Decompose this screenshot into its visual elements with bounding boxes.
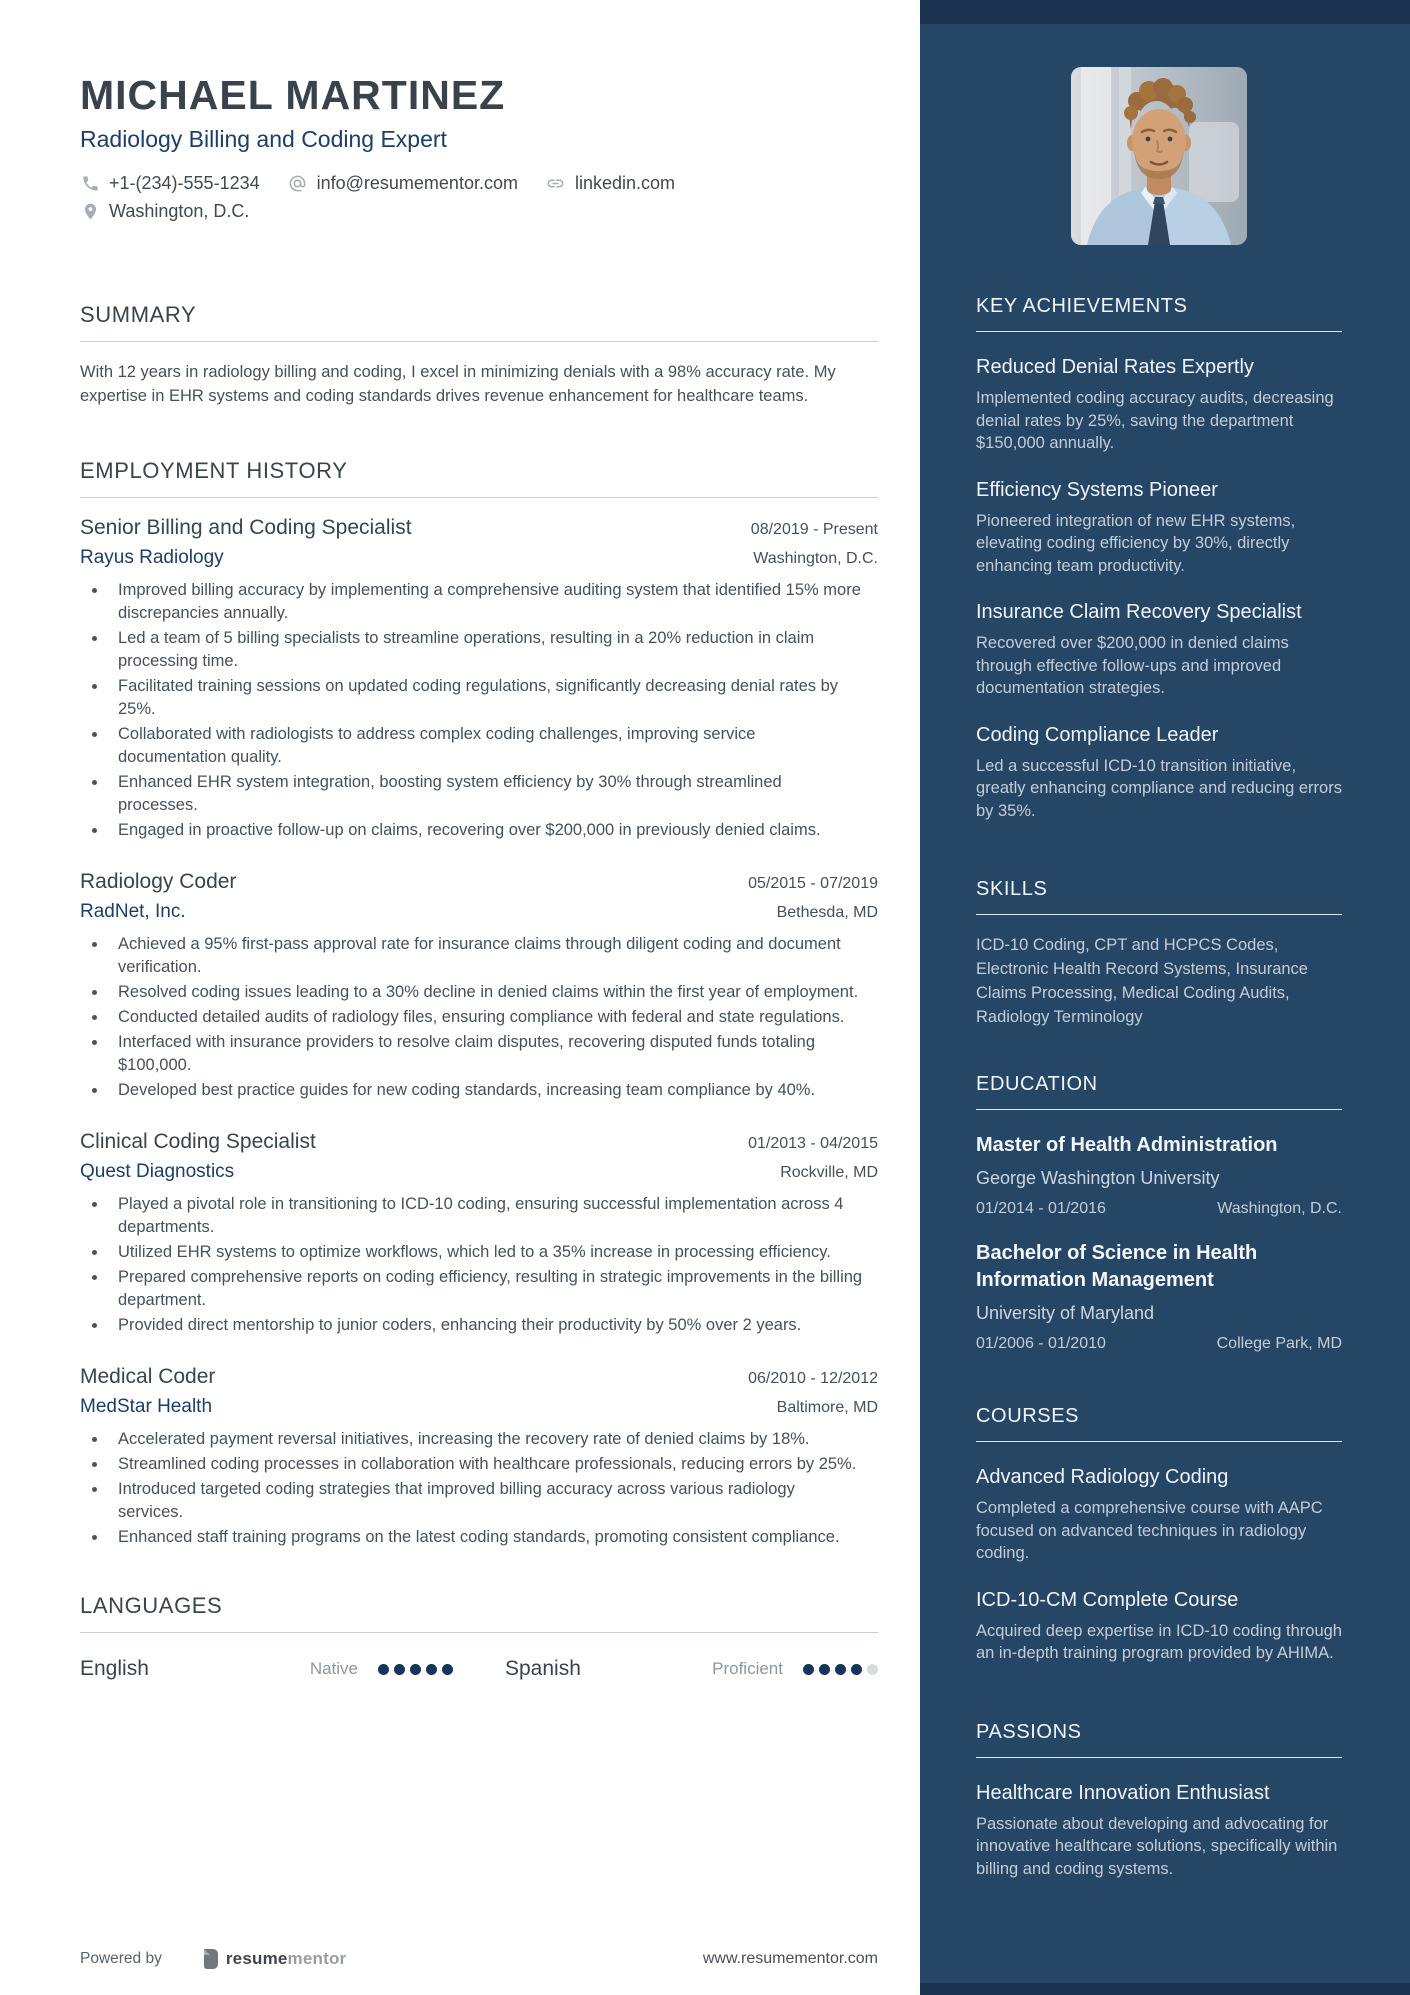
languages-list xyxy=(80,1657,878,1681)
job-dates: 01/2013 - 04/2015 xyxy=(748,1135,878,1153)
job-company: RadNet, Inc. xyxy=(80,901,186,923)
job-subheader-row xyxy=(80,1161,878,1183)
language-level-group xyxy=(712,1659,878,1679)
proficiency-dot xyxy=(394,1664,405,1675)
powered-by-label: Powered by xyxy=(80,1950,162,1967)
education-dates: 01/2006 - 01/2010 xyxy=(976,1335,1106,1352)
achievement-item xyxy=(976,354,1342,455)
passions-list xyxy=(976,1780,1342,1881)
footer xyxy=(80,1949,878,1969)
job-bullet-item: Utilized EHR systems to optimize workflows, which led to a 35% increase in processing efficiency. xyxy=(80,1241,863,1264)
languages-heading: LANGUAGES xyxy=(80,1593,878,1633)
profile-photo-illustration xyxy=(1071,67,1247,245)
jobs-list xyxy=(80,516,878,1549)
course-text: Acquired deep expertise in ICD-10 coding through an in-depth training program provided by AHIMA. xyxy=(976,1621,1342,1662)
headline: Radiology Billing and Coding Expert xyxy=(80,126,447,153)
course-title: ICD-10-CM Complete Course xyxy=(976,1588,1239,1611)
job-bullet-item: Led a team of 5 billing specialists to streamline operations, resulting in a 20% reduction in claim processing time. xyxy=(80,627,863,673)
job-bullet-item: Streamlined coding processes in collaboration with healthcare professionals, reducing errors by 25%. xyxy=(80,1453,863,1476)
language-name: Spanish xyxy=(505,1657,581,1681)
job-dates: 05/2015 - 07/2019 xyxy=(748,875,878,893)
school: George Washington University xyxy=(976,1168,1220,1188)
achievement-title: Insurance Claim Recovery Specialist xyxy=(976,601,1302,623)
achievement-item xyxy=(976,477,1342,578)
passions-heading: PASSIONS xyxy=(976,1721,1342,1758)
skills-heading: SKILLS xyxy=(976,878,1342,915)
courses-list xyxy=(976,1464,1342,1665)
job-header-row xyxy=(80,1365,878,1389)
language-item xyxy=(80,1657,453,1681)
job-bullet-item: Enhanced staff training programs on the latest coding standards, promoting consistent compliance. xyxy=(80,1526,863,1549)
degree: Bachelor of Science in Health Information Management xyxy=(976,1242,1258,1291)
job-bullet-item: Provided direct mentorship to junior coders, enhancing their productivity by 50% over 2 years. xyxy=(80,1314,863,1337)
job-bullet-item: Collaborated with radiologists to address complex coding challenges, improving service documentation quality. xyxy=(80,723,863,769)
education-meta-row xyxy=(976,1200,1342,1218)
course-title: Advanced Radiology Coding xyxy=(976,1466,1229,1488)
proficiency-dot xyxy=(378,1664,389,1675)
proficiency-dot xyxy=(819,1664,830,1675)
job-bullets xyxy=(80,1428,878,1549)
proficiency-dot xyxy=(803,1664,814,1675)
language-level: Native xyxy=(309,1659,358,1679)
courses-heading: COURSES xyxy=(976,1405,1342,1442)
degree: Master of Health Administration xyxy=(976,1134,1278,1156)
email-item[interactable] xyxy=(288,173,518,194)
key-achievements-heading: KEY ACHIEVEMENTS xyxy=(976,295,1342,332)
skills-section xyxy=(976,878,1342,1029)
job-bullets xyxy=(80,579,878,842)
job-bullet-item: Interfaced with insurance providers to resolve claim disputes, recovering disputed funds totaling $100,000. xyxy=(80,1031,863,1077)
achievement-text: Led a successful ICD-10 transition initiative, greatly enhancing compliance and reducing errors by 35%. xyxy=(976,756,1342,820)
proficiency-dot xyxy=(867,1664,878,1675)
language-name: English xyxy=(80,1657,149,1681)
job-entry xyxy=(80,1365,878,1549)
education-entry xyxy=(976,1132,1342,1218)
profile-photo xyxy=(1071,67,1247,245)
achievement-title: Coding Compliance Leader xyxy=(976,723,1219,746)
job-bullets xyxy=(80,1193,878,1337)
website: linkedin.com xyxy=(574,173,676,194)
phone-item xyxy=(80,173,260,194)
education-dates: 01/2014 - 01/2016 xyxy=(976,1200,1106,1217)
job-title: Radiology Coder xyxy=(80,870,237,894)
brand-name-light: mentor xyxy=(287,1949,347,1968)
key-achievements-section xyxy=(976,295,1342,822)
education-heading: EDUCATION xyxy=(976,1073,1342,1110)
job-dates: 06/2010 - 12/2012 xyxy=(748,1370,878,1388)
job-subheader-row xyxy=(80,901,878,923)
summary-section xyxy=(80,302,878,408)
achievement-text: Recovered over $200,000 in denied claims through effective follow-ups and improved documentation strategies. xyxy=(976,634,1289,697)
contact-row-1 xyxy=(80,173,878,194)
achievement-item xyxy=(976,722,1342,823)
header xyxy=(80,74,878,222)
language-level: Proficient xyxy=(712,1659,783,1679)
job-dates: 08/2019 - Present xyxy=(750,521,878,539)
job-bullet-item: Achieved a 95% first-pass approval rate for insurance claims through diligent coding and document verification. xyxy=(80,933,863,979)
passion-title: Healthcare Innovation Enthusiast xyxy=(976,1781,1270,1804)
achievement-title: Reduced Denial Rates Expertly xyxy=(976,356,1254,378)
school: University of Maryland xyxy=(976,1303,1155,1323)
job-company: Rayus Radiology xyxy=(80,547,224,569)
language-proficiency-dots xyxy=(803,1664,878,1675)
job-bullet-item: Improved billing accuracy by implementing a comprehensive auditing system that identified 15% more discrepancies annually. xyxy=(80,579,863,625)
job-company: MedStar Health xyxy=(80,1396,213,1418)
phone: +1-(234)-555-1234 xyxy=(109,173,260,194)
summary-heading: SUMMARY xyxy=(80,302,878,342)
job-bullet-item: Prepared comprehensive reports on coding efficiency, resulting in strategic improvements in the billing department. xyxy=(80,1266,863,1312)
passion-item xyxy=(976,1780,1342,1881)
job-entry xyxy=(80,870,878,1102)
job-title: Senior Billing and Coding Specialist xyxy=(80,516,412,540)
course-item xyxy=(976,1464,1342,1565)
passion-text: Passionate about developing and advocating for innovative healthcare solutions, specifically within billing and coding systems. xyxy=(976,1814,1338,1878)
language-proficiency-dots xyxy=(378,1664,453,1675)
phone-icon xyxy=(80,174,100,194)
language-item xyxy=(505,1657,878,1681)
education-list xyxy=(976,1132,1342,1353)
job-bullet-item: Introduced targeted coding strategies that improved billing accuracy across various radiology services. xyxy=(80,1478,863,1524)
job-company: Quest Diagnostics xyxy=(80,1161,235,1183)
languages-section xyxy=(80,1593,878,1681)
job-bullet-item: Facilitated training sessions on updated coding regulations, significantly decreasing denial rates by 25%. xyxy=(80,675,863,721)
job-bullets xyxy=(80,933,878,1102)
proficiency-dot xyxy=(851,1664,862,1675)
website-link[interactable]: www.resumementor.com xyxy=(702,1950,878,1967)
job-header-row xyxy=(80,1130,878,1154)
job-header-row xyxy=(80,870,878,894)
website-item[interactable] xyxy=(546,173,675,194)
job-location: Rockville, MD xyxy=(780,1164,878,1182)
location-pin-icon xyxy=(80,202,100,222)
education-location: College Park, MD xyxy=(1216,1335,1342,1352)
education-entry xyxy=(976,1240,1342,1353)
job-entry xyxy=(80,516,878,842)
sidebar xyxy=(920,0,1410,1995)
courses-section xyxy=(976,1405,1342,1665)
achievement-text: Implemented coding accuracy audits, decreasing denial rates by 25%, saving the department $150,000 annually. xyxy=(976,389,1334,452)
name: MICHAEL MARTINEZ xyxy=(80,72,506,118)
education-section xyxy=(976,1073,1342,1353)
location-item xyxy=(80,201,249,222)
job-bullet-item: Accelerated payment reversal initiatives, increasing the recovery rate of denied claims by 18%. xyxy=(80,1428,863,1451)
job-location: Washington, D.C. xyxy=(753,550,878,568)
course-item xyxy=(976,1587,1342,1665)
proficiency-dot xyxy=(410,1664,421,1675)
contact-row-2 xyxy=(80,201,878,222)
job-bullet-item: Engaged in proactive follow-up on claims, recovering over $200,000 in previously denied claims. xyxy=(80,819,863,842)
link-icon xyxy=(546,174,566,194)
job-location: Bethesda, MD xyxy=(776,904,878,922)
job-bullet-item: Developed best practice guides for new coding standards, increasing team compliance by 40%. xyxy=(80,1079,863,1102)
language-level-group xyxy=(310,1659,453,1679)
education-meta-row xyxy=(976,1335,1342,1353)
job-location: Baltimore, MD xyxy=(776,1399,878,1417)
achievement-text: Pioneered integration of new EHR systems, elevating coding efficiency by 30%, directly enhancing team productivity. xyxy=(976,511,1296,575)
achievements-list xyxy=(976,354,1342,822)
email-at-icon xyxy=(288,174,308,194)
education-location: Washington, D.C. xyxy=(1217,1200,1342,1217)
job-subheader-row xyxy=(80,1396,878,1418)
proficiency-dot xyxy=(835,1664,846,1675)
brand-logo-icon xyxy=(202,1949,218,1969)
location: Washington, D.C. xyxy=(109,201,250,222)
passions-section xyxy=(976,1721,1342,1881)
brand-name-bold: resume xyxy=(225,1949,288,1968)
employment-section xyxy=(80,458,878,1549)
email: info@resumementor.com xyxy=(316,173,518,194)
summary-text: With 12 years in radiology billing and coding, I excel in minimizing denials with a 98% accuracy rate. My expertise in EHR systems and coding standards drives revenue enhancement for healthcare teams. xyxy=(80,363,836,406)
job-subheader-row xyxy=(80,547,878,569)
job-header-row xyxy=(80,516,878,540)
employment-heading: EMPLOYMENT HISTORY xyxy=(80,458,878,498)
job-entry xyxy=(80,1130,878,1337)
skills-text: ICD-10 Coding, CPT and HCPCS Codes, Electronic Health Record Systems, Insurance Claims Processing, Medical Coding Audits, Radiology Terminology xyxy=(976,936,1308,1026)
job-title: Clinical Coding Specialist xyxy=(80,1130,316,1154)
job-bullet-item: Enhanced EHR system integration, boosting system efficiency by 30% through streamlined processes. xyxy=(80,771,863,817)
job-title: Medical Coder xyxy=(80,1365,216,1389)
brand-name xyxy=(226,1949,347,1969)
achievement-item xyxy=(976,599,1342,700)
brand xyxy=(202,1949,347,1969)
contact-info xyxy=(80,173,878,222)
proficiency-dot xyxy=(442,1664,453,1675)
job-bullet-item: Resolved coding issues leading to a 30% decline in denied claims within the first year of employment. xyxy=(80,981,863,1004)
job-bullet-item: Played a pivotal role in transitioning to ICD-10 coding, ensuring successful implementation across 4 departments. xyxy=(80,1193,863,1239)
proficiency-dot xyxy=(426,1664,437,1675)
course-text: Completed a comprehensive course with AAPC focused on advanced techniques in radiology coding. xyxy=(976,1499,1323,1562)
job-bullet-item: Conducted detailed audits of radiology files, ensuring compliance with federal and state regulations. xyxy=(80,1006,863,1029)
achievement-title: Efficiency Systems Pioneer xyxy=(976,478,1218,501)
